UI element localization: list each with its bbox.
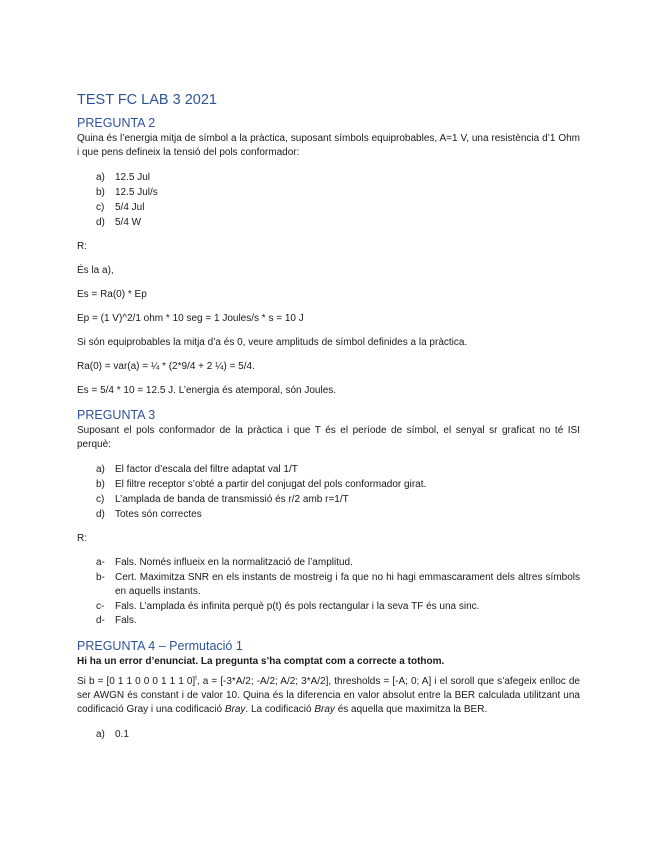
- answer-item-d: d- Fals.: [96, 615, 137, 626]
- answer-item-a: a- Fals. Només influeix en la normalització de l’amplitud.: [96, 557, 353, 568]
- question-4-notice: Hi ha un error d’enunciat. La pregunta s’ha comptat com a correcte a tothom.: [77, 655, 445, 667]
- answer-line: Si són equiprobables la mitja d’a és 0, veure amplituds de símbol definides a la pràctica.: [77, 337, 468, 348]
- option-c: c) 5/4 Jul: [96, 202, 145, 213]
- question-3-answers: [77, 556, 580, 629]
- question-2-options: [77, 170, 580, 230]
- option-a: a) 0.1: [96, 728, 129, 740]
- question-4-heading: PREGUNTA 4 – Permutació 1: [77, 638, 243, 653]
- document-title: TEST FC LAB 3 2021: [77, 92, 217, 108]
- question-3-text: Suposant el pols conformador de la pràctica i que T és el període de símbol, el senyal sr graficat no té ISI perquè:: [77, 425, 580, 450]
- option-b: b) El filtre receptor s’obté a partir del conjugat del pols conformador girat.: [96, 479, 427, 490]
- answer-item-b: b- Cert. Maximitza SNR en els instants de mostreig i fa que no hi hagi emmascarament dels altres símbols en aquells instants.: [96, 571, 580, 597]
- option-c: c) L’amplada de banda de transmissió és r/2 amb r=1/T: [96, 494, 349, 505]
- answer-line: Es = Ra(0) * Ep: [77, 289, 147, 300]
- document-content: [77, 91, 580, 742]
- option-d: d) Totes són correctes: [96, 509, 202, 520]
- question-2-text: Quina és l’energia mitja de símbol a la pràctica, suposant símbols equiprobables, A=1 V, una resistència d’1 Ohm i que pens defineix la tensió del pols conformador:: [77, 133, 580, 158]
- option-a: a) El factor d’escala del filtre adaptat val 1/T: [96, 464, 298, 475]
- answer-line: Ra(0) = var(a) = ¼ * (2*9/4 + 2 ¼) = 5/4.: [77, 361, 255, 372]
- option-b: b) 12.5 Jul/s: [96, 187, 158, 198]
- question-3-heading: PREGUNTA 3: [77, 408, 156, 422]
- answer-item-c: c- Fals. L’amplada és infinita perquè p(t) és pols rectangular i la seva TF és una sinc.: [96, 600, 480, 612]
- question-2-heading: PREGUNTA 2: [77, 116, 156, 130]
- answer-label: R:: [77, 533, 87, 544]
- question-3-options: [77, 462, 580, 522]
- answer-line: Ep = (1 V)^2/1 ohm * 10 seg = 1 Joules/s * s = 10 J: [77, 313, 304, 324]
- answer-label: R:: [77, 241, 87, 252]
- answer-line: Es = 5/4 * 10 = 12.5 J. L’energia és atemporal, són Joules.: [77, 385, 337, 396]
- answer-line: És la a),: [77, 265, 114, 276]
- option-d: d) 5/4 W: [96, 217, 142, 228]
- question-4-text: Si b = [0 1 1 0 0 0 1 1 1 0]$^t$, a = [-3*A/2; -A/2; A/2; 3*A/2], thresholds = [-A; 0; A] i el soroll que s’afegeix enlloc de ser AWGN és constant i de valor 10. Quina és la diferencia en valor absolut entre la BER calculada utilitzant una codificació Gray i una codificació Bray. La codificació Bray és aquella que maximitza la BER.: [77, 675, 580, 715]
- question-4-options: [77, 727, 580, 742]
- option-a: a) 12.5 Jul: [96, 172, 151, 183]
